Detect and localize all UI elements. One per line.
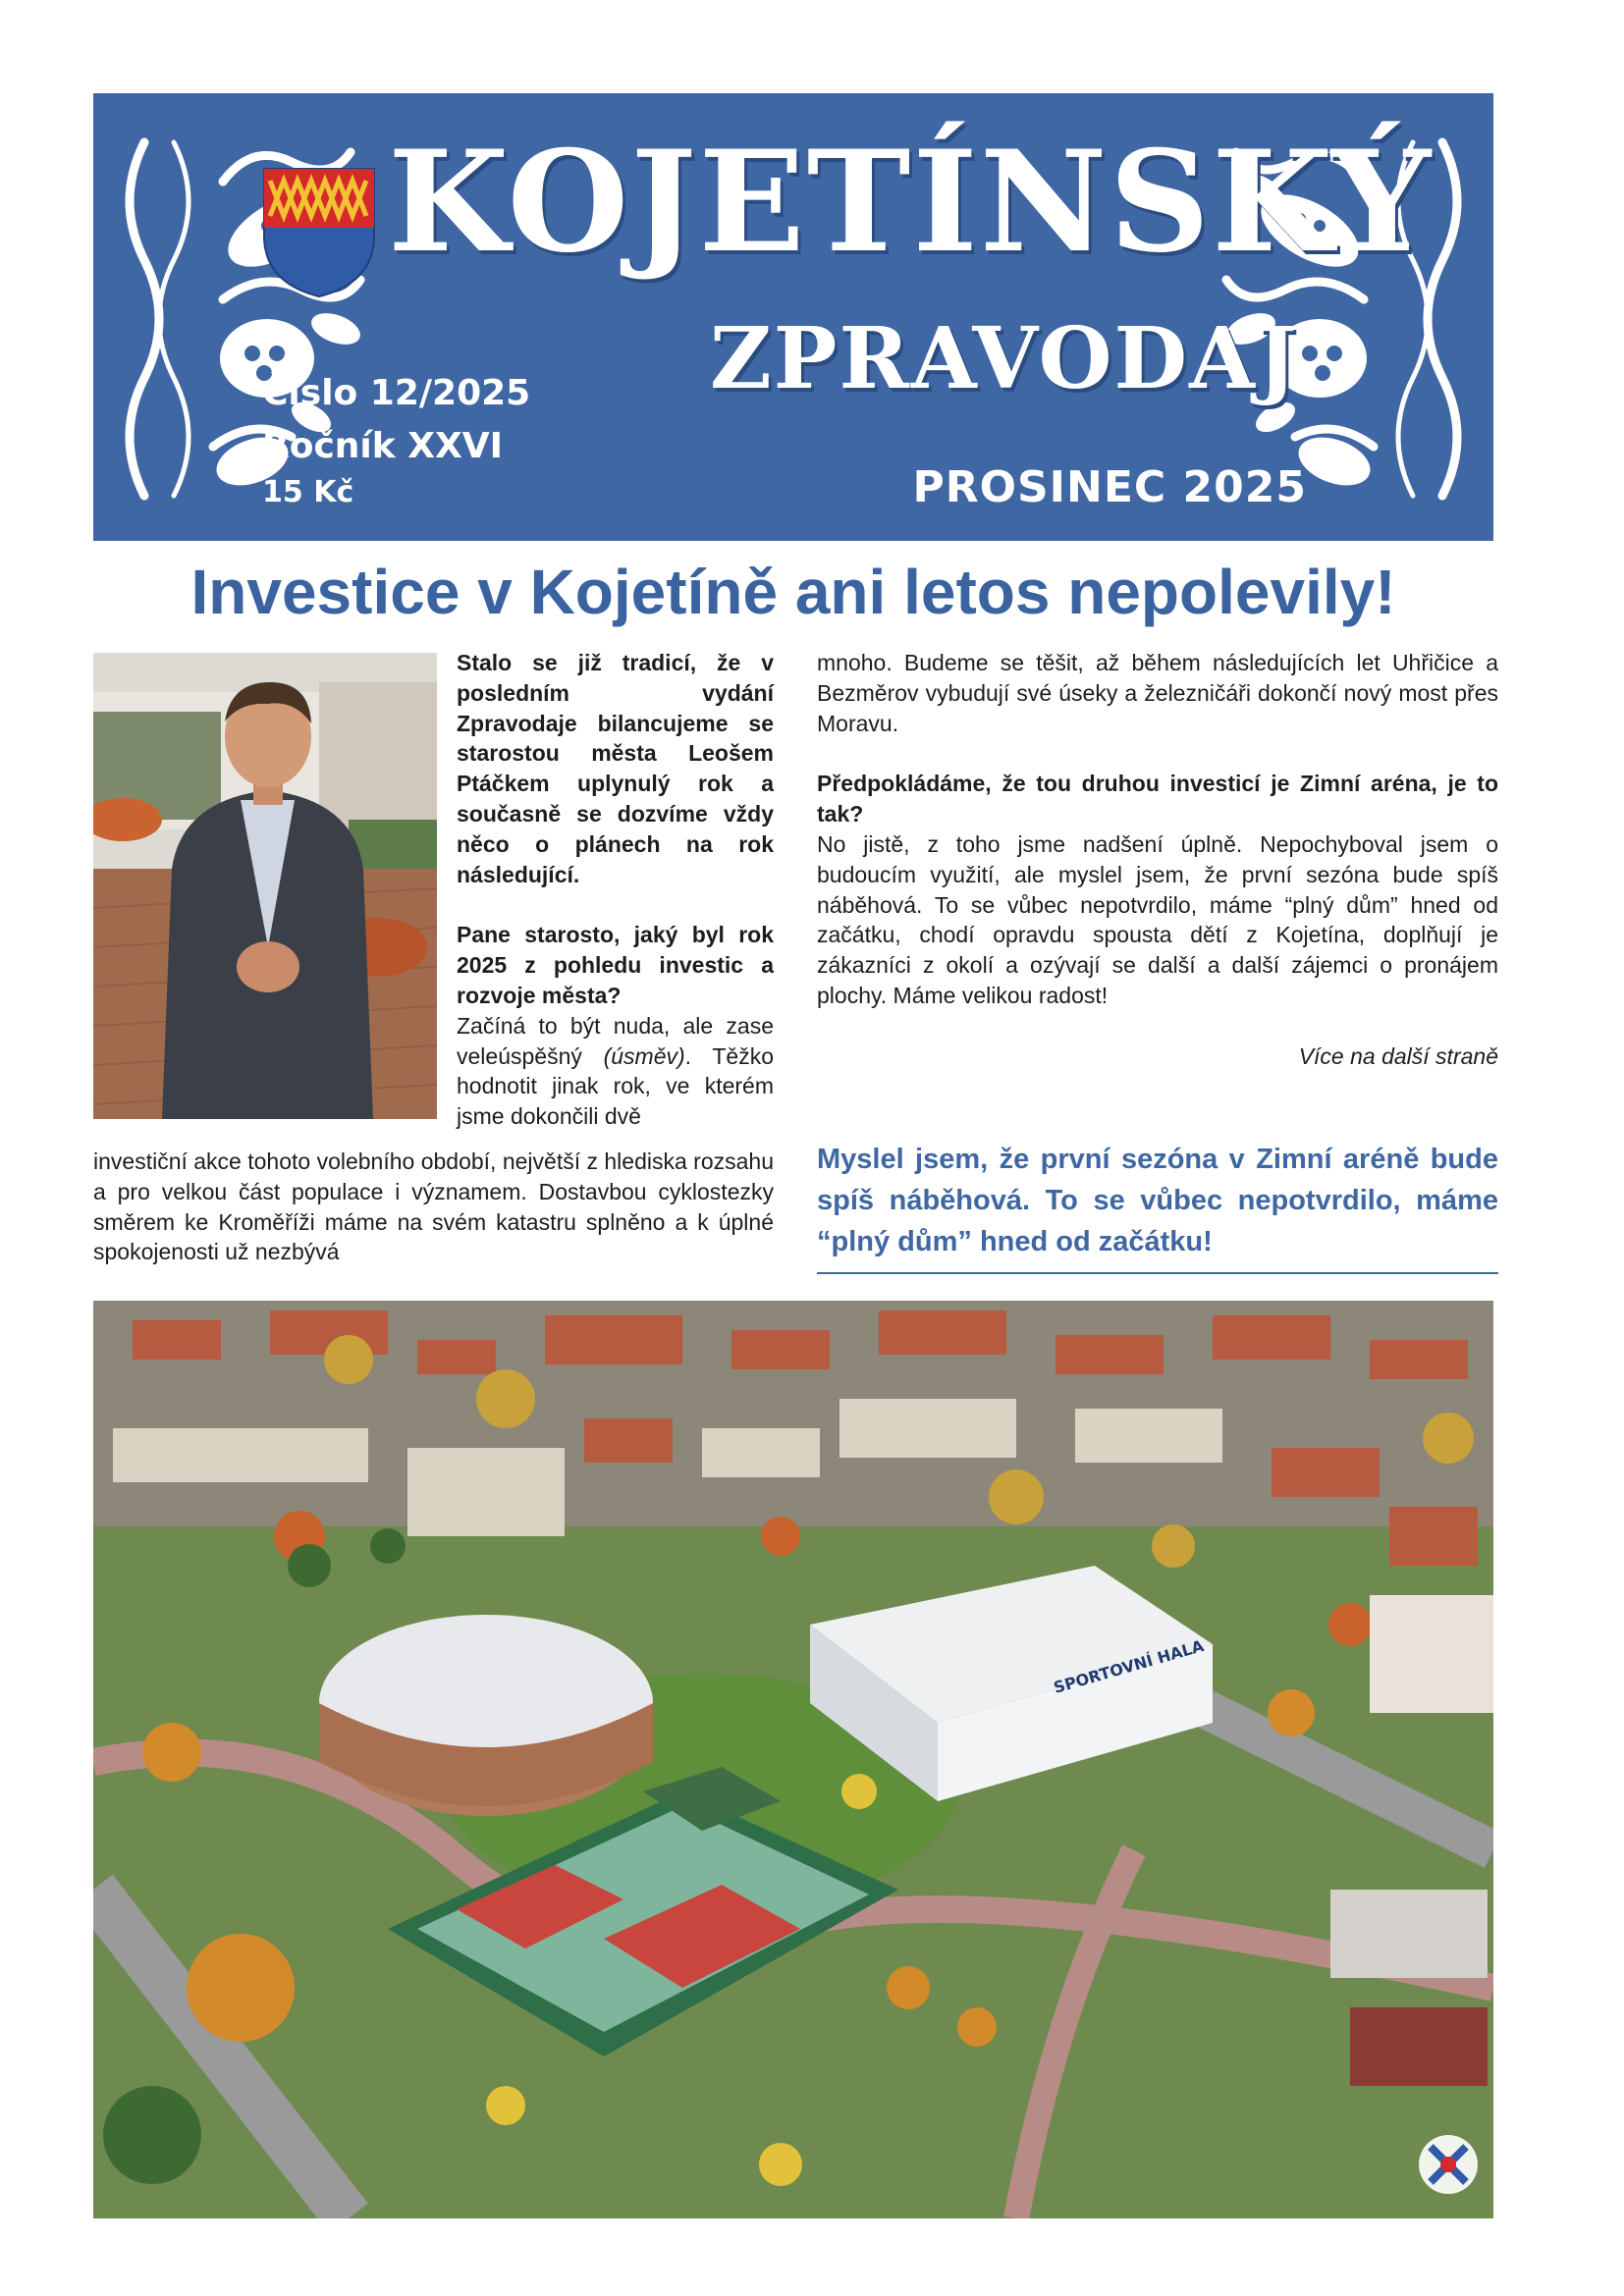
interview-question-2: Předpokládáme, že tou druhou investicí je Zimní aréna, je to tak? bbox=[817, 771, 1498, 828]
article-column-left-bottom bbox=[93, 1147, 774, 1267]
continued-link[interactable]: Více na další straně bbox=[1298, 1042, 1498, 1069]
article-column-right bbox=[817, 648, 1498, 1072]
masthead bbox=[93, 93, 1493, 541]
page-headline: Investice v Kojetíně ani letos nepolevily! bbox=[190, 557, 1396, 627]
pull-quote: Myslel jsem, že první sezóna v Zimní aréně bude spíš náběhová. To se vůbec nepotvrdilo, máme “plný dům” hned od začátku! bbox=[817, 1139, 1498, 1274]
article-lead: Stalo se již tradicí, že v posledním vydání Zpravodaje bilancujeme se starostou města Leošem Ptáčkem uplynulý rok a současně se dozvíme vždy něco o plánech na rok následující. bbox=[457, 650, 774, 887]
issue-volume: Ročník XXVI bbox=[262, 426, 504, 466]
interview-answer-1-continued: investiční akce tohoto volebního období, největší z hlediska rozsahu a pro velkou část populace i významem. Dostavbou cyklostezky směrem ke Kroměříži máme na svém katastru splněno a k úplné spokojenosti už nezbývá bbox=[93, 1148, 774, 1265]
hall-sign: SPORTOVNÍ HALA bbox=[1051, 1635, 1207, 1697]
aerial-sports-complex-photo bbox=[93, 1301, 1493, 2218]
interview-question-1: Pane starosto, jaký byl rok 2025 z pohledu investic a rozvoje města? bbox=[457, 922, 774, 1008]
masthead-title-line2: ZPRAVODAJ bbox=[710, 309, 1299, 408]
answer-1-text-b: . Těžko hodnotit jinak rok, ve kterém jsme dokončili dvě bbox=[457, 1042, 774, 1130]
interview-answer-1 bbox=[457, 1011, 774, 1132]
mayor-portrait-photo bbox=[93, 653, 437, 1119]
article-column-left-top bbox=[457, 648, 774, 1132]
answer-1-text-a: Začíná to být nuda, ale zase veleúspěšný bbox=[457, 1012, 774, 1069]
issue-price: 15 Kč bbox=[262, 475, 354, 509]
masthead-title-line1: KOJETÍNSKÝ bbox=[388, 121, 1434, 284]
issue-month: PROSINEC 2025 bbox=[912, 462, 1307, 512]
coat-of-arms-icon bbox=[262, 167, 376, 298]
issue-number: Číslo 12/2025 bbox=[262, 373, 531, 413]
interview-answer-1-end: mnoho. Budeme se těšit, až během následujících let Uhřičice a Bezměrov vybudují své úseky a železničáři dokončí nový most přes Moravu. bbox=[817, 650, 1498, 736]
interview-answer-2: No jistě, z toho jsme nadšení úplně. Nepochyboval jsem o budoucím využití, ale myslel jsem, že první sezóna bude spíš náběhová. To se vůbec nepotvrdilo, máme “plný dům” hned od začátku, chodí opravdu spousta dětí z Kojetína, doplňují je zákazníci z okolí a ozývají se další a další zájemci o pronájem plochy. Máme velikou radost! bbox=[817, 830, 1498, 1008]
answer-1-smile: (úsměv) bbox=[603, 1042, 685, 1069]
